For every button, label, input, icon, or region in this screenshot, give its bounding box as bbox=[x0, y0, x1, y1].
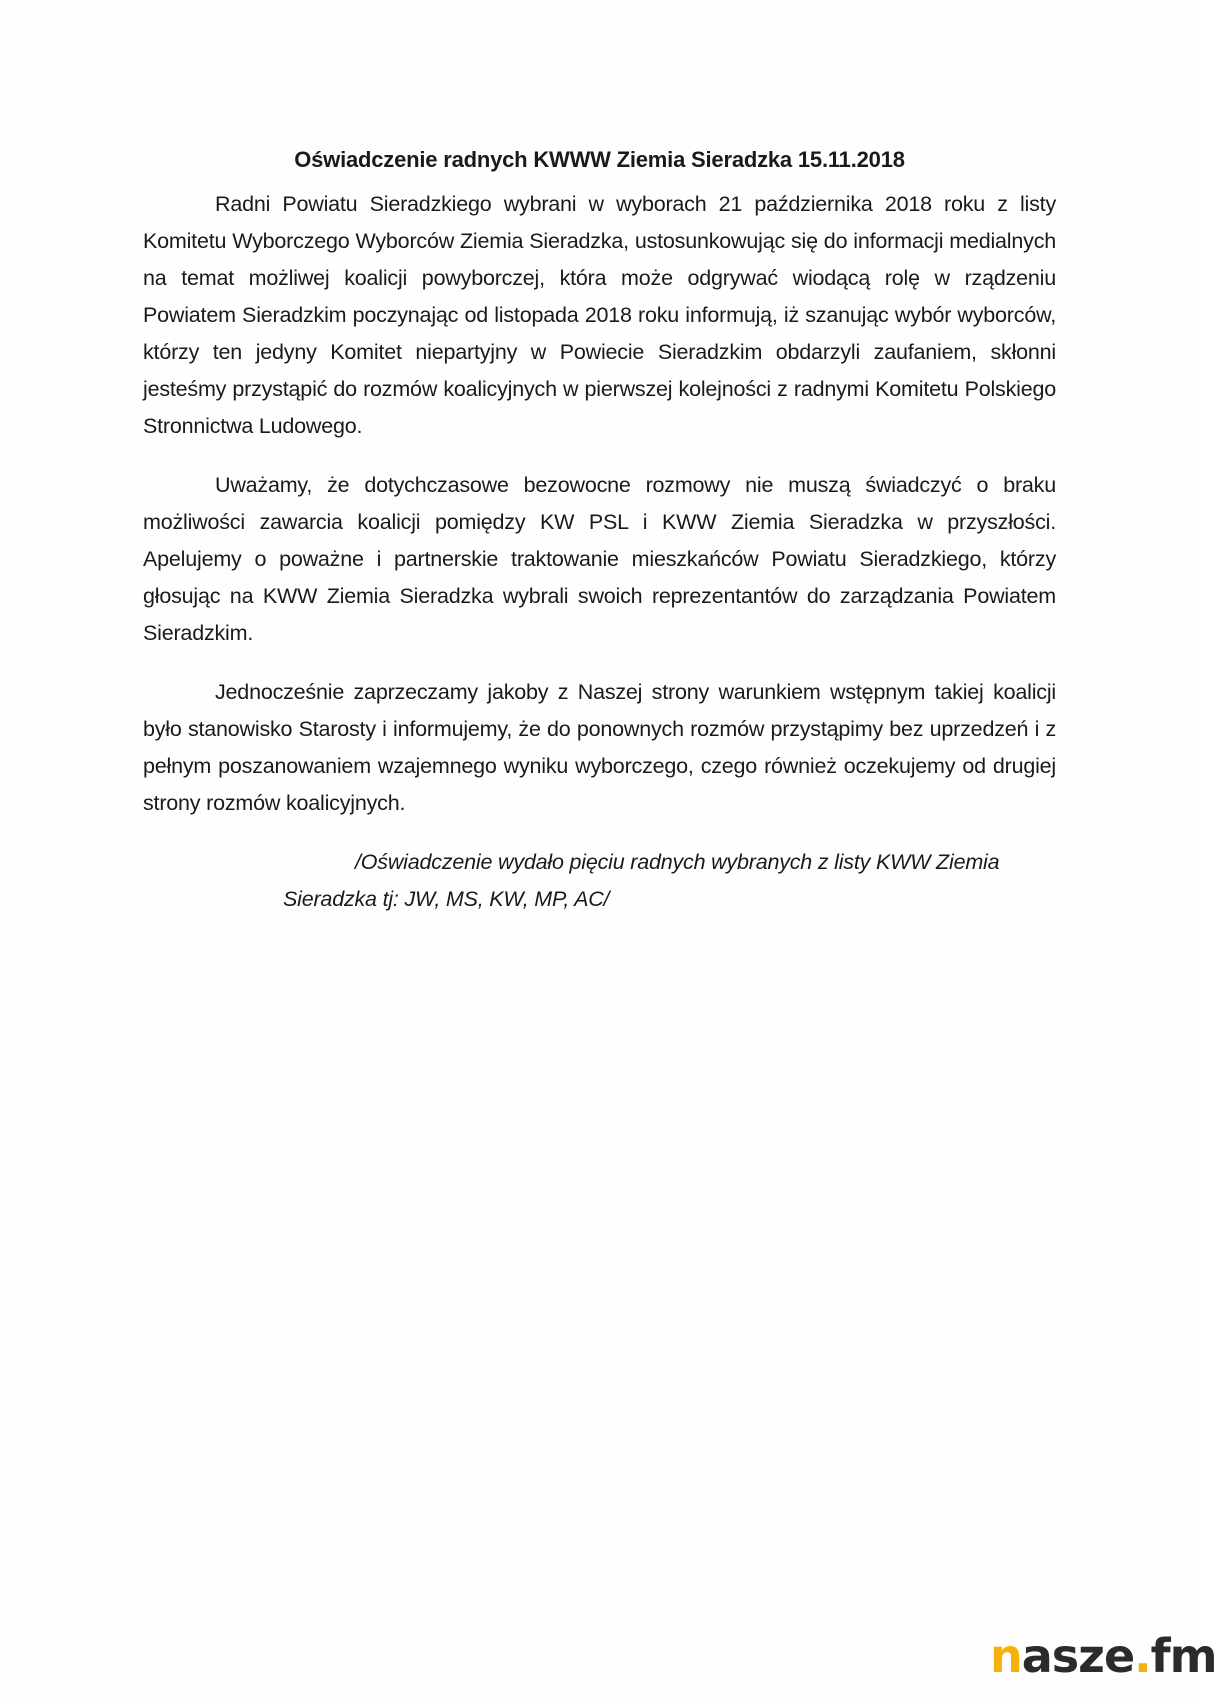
nasze-fm-logo bbox=[990, 1630, 1217, 1682]
paragraph-1: Radni Powiatu Sieradzkiego wybrani w wyborach 21 października 2018 roku z listy Komitetu Wyborczego Wyborców Ziemia Sieradzka, ustosunkowując się do informacji medialnych na temat możliwej koalicji powyborczej, która może odgrywać wiodącą rolę w rządzeniu Powiatem Sieradzkim poczynając od listopada 2018 roku informują, iż szanując wybór wyborców, którzy ten jedyny Komitet niepartyjny w Powiecie Sieradzkim obdarzyli zaufaniem, skłonni jesteśmy przystąpić do rozmów koalicyjnych w pierwszej kolejności z radnymi Komitetu Polskiego Stronnictwa Ludowego. bbox=[143, 192, 1056, 438]
logo-text-asze: asze bbox=[1021, 1629, 1135, 1683]
logo-letter-n: n bbox=[990, 1629, 1022, 1683]
logo-dot: . bbox=[1134, 1629, 1151, 1683]
statement-document bbox=[143, 138, 1056, 918]
signature-note: /Oświadczenie wydało pięciu radnych wybranych z listy KWW Ziemia Sieradzka tj: JW, MS, KW, MP, AC/ bbox=[283, 850, 1000, 911]
paragraph-3: Jednocześnie zaprzeczamy jakoby z Naszej strony warunkiem wstępnym takiej koalicji było stanowisko Starosty i informujemy, że do ponownych rozmów przystąpimy bez uprzedzeń i z pełnym poszanowaniem wzajemnego wyniku wyborczego, czego również oczekujemy od drugiej strony rozmów koalicyjnych. bbox=[143, 680, 1056, 815]
document-title: Oświadczenie radnych KWWW Ziemia Sieradzka 15.11.2018 bbox=[294, 147, 905, 172]
paragraph-2: Uważamy, że dotychczasowe bezowocne rozmowy nie muszą świadczyć o braku możliwości zawarcia koalicji pomiędzy KW PSL i KWW Ziemia Sieradzka w przyszłości. Apelujemy o poważne i partnerskie traktowanie mieszkańców Powiatu Sieradzkiego, którzy głosując na KWW Ziemia Sieradzka wybrali swoich reprezentantów do zarządzania Powiatem Sieradzkim. bbox=[143, 473, 1056, 645]
logo-text-fm: fm bbox=[1150, 1629, 1217, 1683]
